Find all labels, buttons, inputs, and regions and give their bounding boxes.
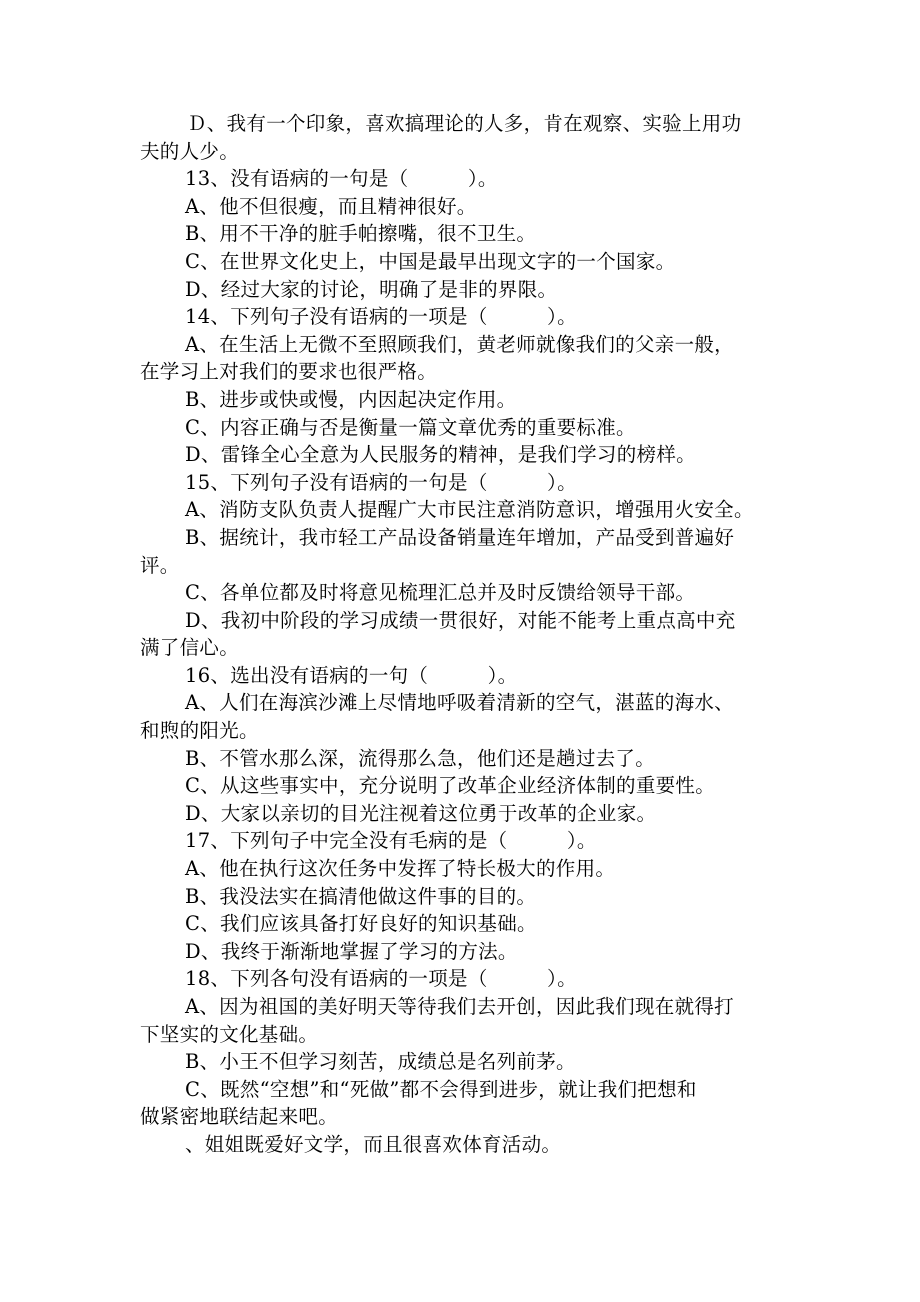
question-14-option-a-continued: 在学习上对我们的要求也很严格。 bbox=[140, 360, 438, 384]
question-13-option-c: C、在世界文化史上，中国是最早出现文字的一个国家。 bbox=[185, 249, 676, 273]
question-15-option-a: A、消防支队负责人提醒广大市民注意消防意识，增强用火安全。 bbox=[185, 498, 754, 522]
question-15-option-d: D、我初中阶段的学习成绩一贯很好，对能不能考上重点高中充 bbox=[185, 608, 736, 632]
question-15-option-c: C、各单位都及时将意见梳理汇总并及时反馈给领导干部。 bbox=[185, 581, 696, 605]
question-18-option-d: 、姐姐既爱好文学，而且很喜欢体育活动。 bbox=[185, 1132, 562, 1156]
question-16-option-c: C、从这些事实中，充分说明了改革企业经济体制的重要性。 bbox=[185, 774, 716, 798]
question-15-option-b-continued: 评。 bbox=[140, 553, 180, 577]
question-13-option-d: D、经过大家的讨论，明确了是非的界限。 bbox=[185, 277, 558, 301]
question-17-option-d: D、我终于渐渐地掌握了学习的方法。 bbox=[185, 939, 518, 963]
question-17-option-a: A、他在执行这次任务中发挥了特长极大的作用。 bbox=[185, 857, 616, 881]
question-18: 18、下列各句没有语病的一项是（ ）。 bbox=[185, 967, 577, 991]
question-13-option-b: B、用不干净的脏手帕擦嘴，很不卫生。 bbox=[185, 222, 537, 246]
question-17-option-b: B、我没法实在搞清他做这件事的目的。 bbox=[185, 884, 537, 908]
question-16-option-a: A、人们在海滨沙滩上尽情地呼吸着清新的空气，湛蓝的海水、 bbox=[185, 691, 734, 715]
question-13-option-a: A、他不但很瘦，而且精神很好。 bbox=[185, 194, 477, 218]
question-15-option-d-continued: 满了信心。 bbox=[140, 636, 240, 660]
continuation-line: 夫的人少。 bbox=[140, 139, 240, 163]
question-15: 15、下列句子没有语病的一句是（ ）。 bbox=[185, 470, 577, 494]
question-18-option-b: B、小王不但学习刻苦，成绩总是名列前茅。 bbox=[185, 1050, 576, 1074]
question-16-option-b: B、不管水那么深，流得那么急，他们还是趟过去了。 bbox=[185, 746, 656, 770]
question-18-option-c: C、既然“空想”和“死做”都不会得到进步，就让我们把想和 bbox=[185, 1077, 697, 1101]
question-16-option-d: D、大家以亲切的目光注视着这位勇于改革的企业家。 bbox=[185, 801, 657, 825]
question-16: 16、选出没有语病的一句（ ）。 bbox=[185, 663, 518, 687]
option-d-line: Ｄ、我有一个印象，喜欢搞理论的人多，肯在观察、实验上用功 bbox=[187, 112, 742, 135]
question-14-option-a: A、在生活上无微不至照顾我们，黄老师就像我们的父亲一般， bbox=[185, 332, 734, 356]
question-16-option-a-continued: 和煦的阳光。 bbox=[140, 719, 259, 743]
question-14-option-d: D、雷锋全心全意为人民服务的精神，是我们学习的榜样。 bbox=[185, 443, 696, 467]
question-18-option-a: A、因为祖国的美好明天等待我们去开创，因此我们现在就得打 bbox=[185, 995, 734, 1018]
question-18-option-a-continued: 下坚实的文化基础。 bbox=[140, 1022, 319, 1046]
question-14-option-b: B、进步或快或慢，内因起决定作用。 bbox=[185, 387, 517, 411]
question-15-option-b: B、据统计，我市轻工产品设备销量连年增加，产品受到普遍好 bbox=[185, 525, 735, 549]
question-17-option-c: C、我们应该具备打好良好的知识基础。 bbox=[185, 912, 537, 936]
question-17: 17、下列句子中完全没有毛病的是（ ）。 bbox=[185, 829, 597, 853]
question-14-option-c: C、内容正确与否是衡量一篇文章优秀的重要标准。 bbox=[185, 415, 636, 439]
document-body bbox=[140, 110, 800, 1159]
question-14: 14、下列句子没有语病的一项是（ ）。 bbox=[185, 305, 577, 329]
question-13: 13、没有语病的一句是（ ）。 bbox=[185, 167, 498, 191]
question-18-option-c-continued: 做紧密地联结起来吧。 bbox=[140, 1105, 339, 1129]
